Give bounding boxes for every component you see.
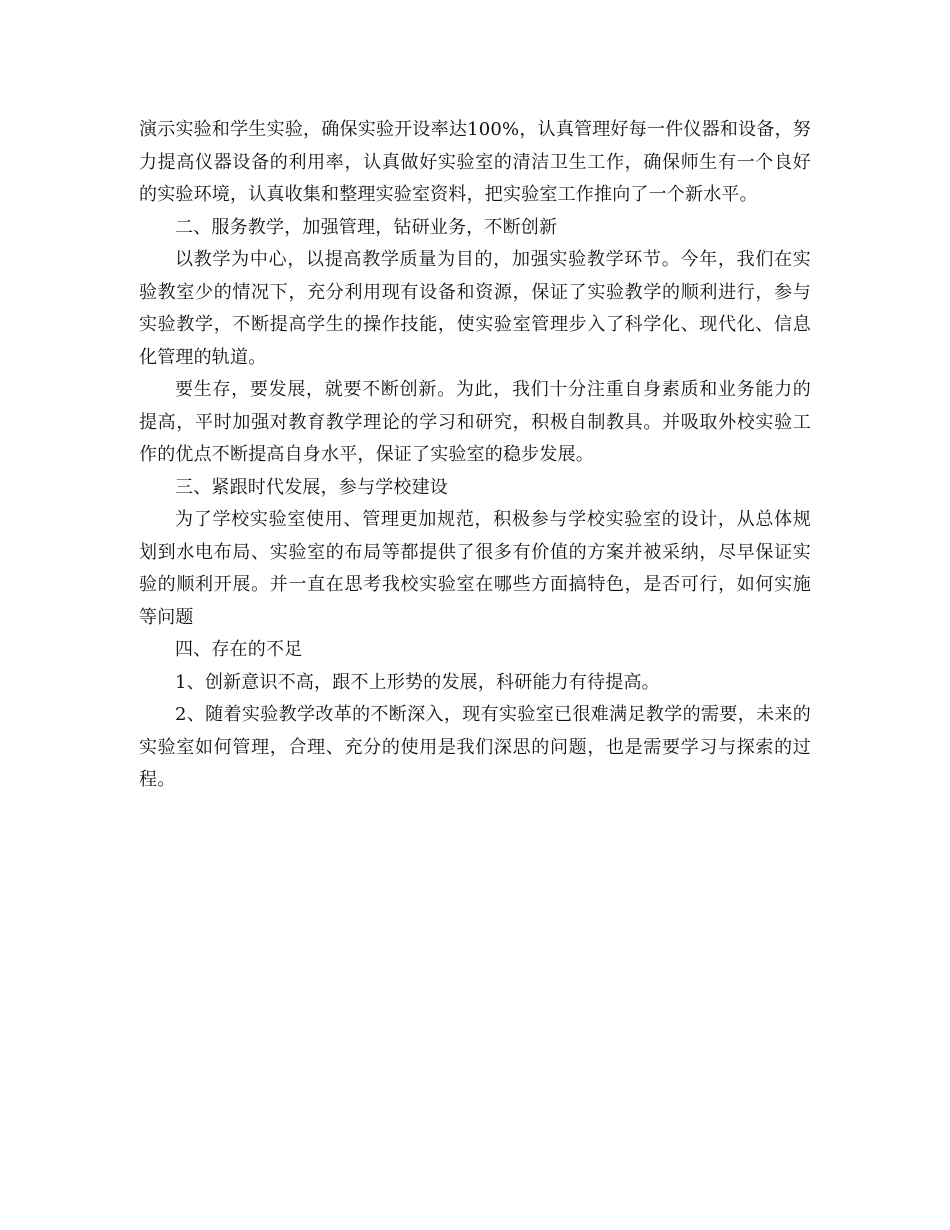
paragraph-continuation: 演示实验和学生实验，确保实验开设率达100%，认真管理好每一件仪器和设备，努力提高仪器设备的利用率，认真做好实验室的清洁卫生工作，确保师生有一个良好的实验环境，认真收集和整理实验室资料，把实验室工作推向了一个新水平。 <box>139 119 811 205</box>
paragraph: 以教学为中心，以提高教学质量为目的，加强实验教学环节。今年，我们在实验教室少的情况下，充分利用现有设备和资源，保证了实验教学的顺利进行，参与实验教学，不断提高学生的操作技能，使实验室管理步入了科学化、现代化、信息化管理的轨道。 <box>139 249 811 368</box>
section-heading-4: 四、存在的不足 <box>175 639 303 660</box>
paragraph: 为了学校实验室使用、管理更加规范，积极参与学校实验室的设计，从总体规划到水电布局、实验室的布局等都提供了很多有价值的方案并被采纳，尽早保证实验的顺利开展。并一直在思考我校实验室在哪些方面搞特色，是否可行，如何实施等问题 <box>139 509 811 628</box>
paragraph: 要生存，要发展，就要不断创新。为此，我们十分注重自身素质和业务能力的提高，平时加强对教育教学理论的学习和研究，积极自制教具。并吸取外校实验工作的优点不断提高自身水平，保证了实验室的稳步发展。 <box>139 379 811 465</box>
list-item: 1、创新意识不高，跟不上形势的发展，科研能力有待提高。 <box>175 671 660 693</box>
section-heading-3: 三、紧跟时代发展，参与学校建设 <box>175 476 448 498</box>
list-item: 2、随着实验教学改革的不断深入，现有实验室已很难满足教学的需要，未来的实验室如何管理，合理、充分的使用是我们深思的问题，也是需要学习与探索的过程。 <box>139 704 811 790</box>
section-heading-2: 二、服务教学，加强管理，钻研业务，不断创新 <box>175 216 558 238</box>
document-body <box>139 114 811 797</box>
